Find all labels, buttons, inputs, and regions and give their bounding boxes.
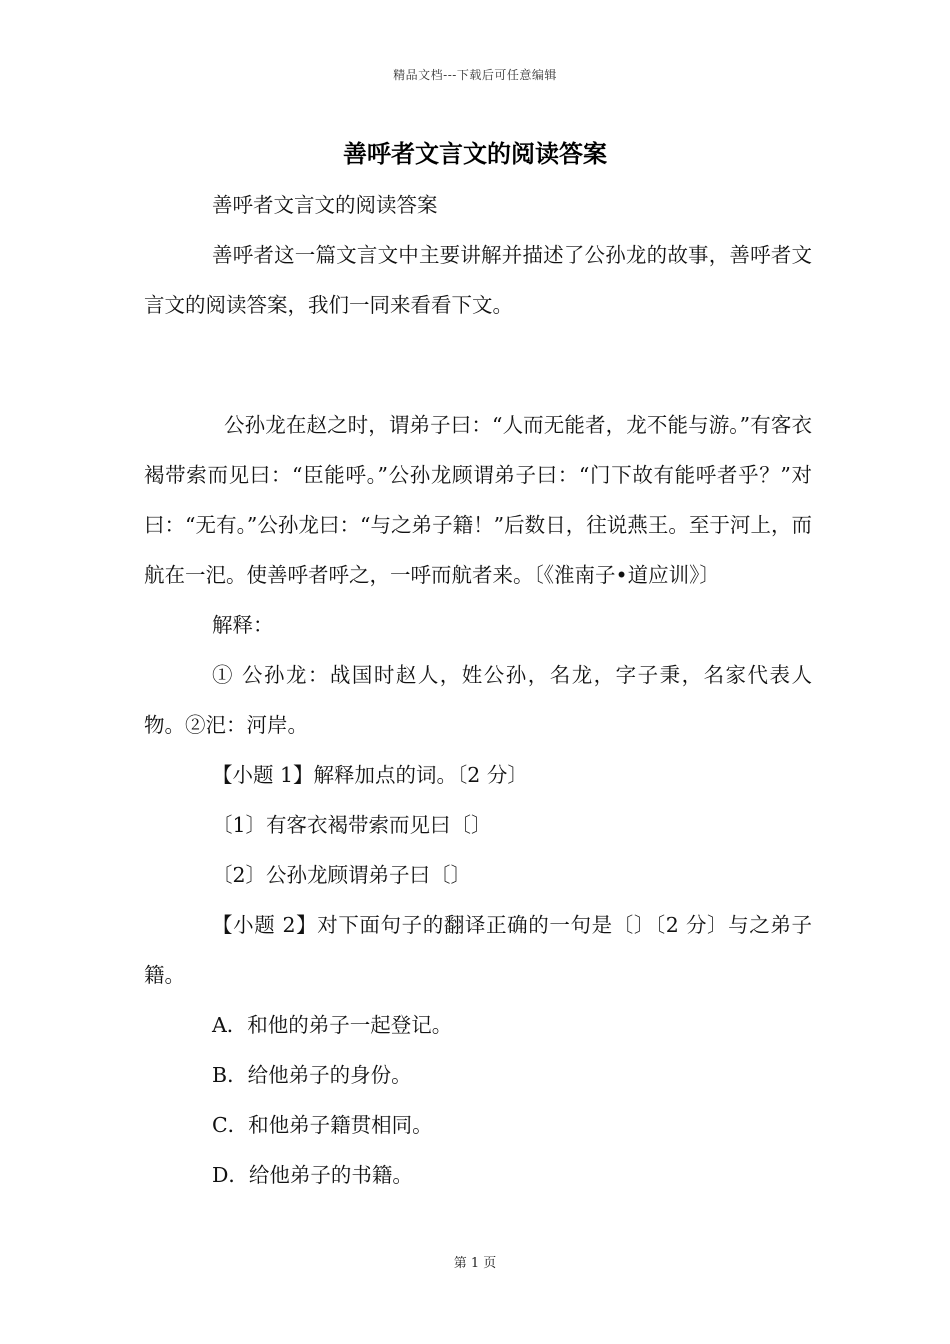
question-1-heading: 【小题 1】解释加点的词。〔2 分〕 bbox=[212, 763, 528, 787]
option-d: D．给他弟子的书籍。 bbox=[212, 1163, 413, 1187]
page-header: 精品文档---下载后可任意编辑 bbox=[393, 68, 557, 82]
page-footer: 第 1 页 bbox=[453, 1256, 497, 1271]
option-c: C．和他弟子籍贯相同。 bbox=[212, 1113, 433, 1137]
subtitle-paragraph: 善呼者文言文的阅读答案 bbox=[212, 193, 438, 217]
document-body bbox=[144, 180, 812, 1200]
notes-paragraph: ① 公孙龙：战国时赵人，姓公孙，名龙，字子秉，名家代表人物。②汜：河岸。 bbox=[144, 663, 812, 737]
intro-paragraph: 善呼者这一篇文言文中主要讲解并描述了公孙龙的故事，善呼者文言文的阅读答案，我们一同来看看下文。 bbox=[144, 243, 812, 317]
notes-heading: 解释： bbox=[212, 613, 274, 637]
question-1-item-1: 〔1〕有客衣褐带索而见曰〔〕 bbox=[212, 813, 492, 837]
option-b: B．给他弟子的身份。 bbox=[212, 1063, 412, 1087]
question-2-heading: 【小题 2】对下面句子的翻译正确的一句是〔〕〔2 分〕与之弟子籍。 bbox=[144, 913, 812, 987]
source-text-paragraph: 公孙龙在赵之时，谓弟子曰：“人而无能者，龙不能与游。”有客衣褐带索而见曰：“臣能呼。”公孙龙顾谓弟子曰：“门下故有能呼者乎？”对曰：“无有。”公孙龙曰：“与之弟子籍！”后数日，往说燕王。至于河上，而航在一汜。使善呼者呼之，一呼而航者来。〔《淮南子•道应训》〕 bbox=[144, 413, 812, 587]
option-a: A．和他的弟子一起登记。 bbox=[212, 1013, 453, 1037]
document-title: 善呼者文言文的阅读答案 bbox=[343, 139, 607, 168]
question-1-item-2: 〔2〕公孙龙顾谓弟子曰〔〕 bbox=[212, 863, 472, 887]
blank-line bbox=[144, 380, 812, 400]
blank-line bbox=[144, 330, 812, 380]
